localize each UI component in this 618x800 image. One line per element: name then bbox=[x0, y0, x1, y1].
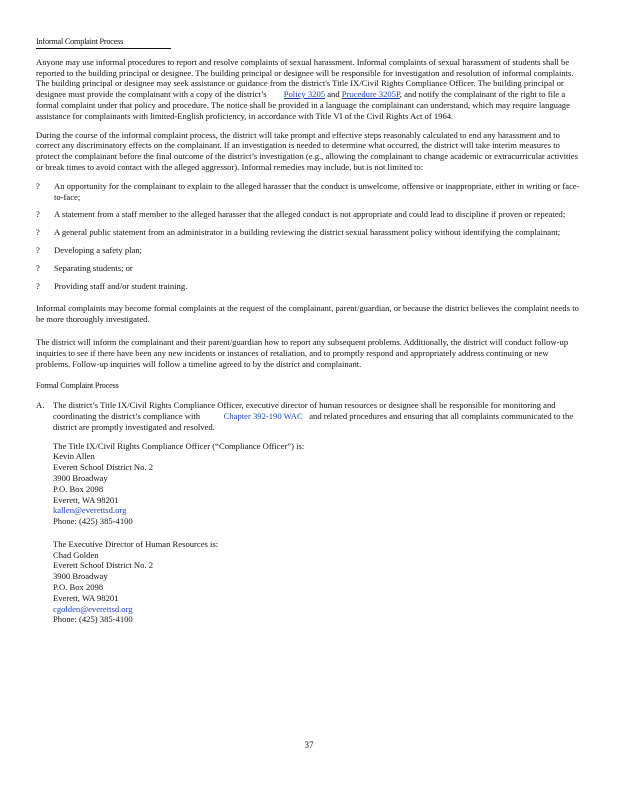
list-item: ? An opportunity for the complainant to explain to the alleged harasser that the conduct is unwelcome, offensive or inappropriate, either in writing or face-to-face; bbox=[36, 180, 580, 202]
informal-remedies-list bbox=[36, 181, 584, 292]
contact-name: Chad Golden bbox=[53, 549, 99, 560]
document-page bbox=[36, 36, 584, 625]
item-label: A. bbox=[36, 400, 45, 411]
policy-3205-link[interactable]: Policy 3205 bbox=[283, 89, 326, 100]
informal-complaint-heading: Informal Complaint Process bbox=[36, 37, 171, 49]
compliance-officer-contact bbox=[53, 441, 584, 527]
contact-name: Kevin Allen bbox=[53, 451, 95, 462]
contact-org: Everett School District No. 2 bbox=[53, 560, 154, 571]
bullet-marker: ? bbox=[36, 244, 40, 255]
informal-paragraph-4: The district will inform the complainant and their parent/guardian how to report any subsequent problems. Additionally, the district will conduct follow-up inquiries to see if there have been any new incidents or instances of retaliation, and to promptly respond and appropriately address continuing or new problems. Follow-up inquiries will follow a timeline agreed to by the district and complainant. bbox=[36, 336, 569, 369]
contact-email-link[interactable]: cgolden@everettsd.org bbox=[53, 603, 133, 614]
list-item: ? Separating students; or bbox=[36, 262, 133, 273]
informal-p1-text-b: , and notify the complainant of the right to file a formal complaint under that policy and procedure. The notice shall be provided in a language the complainant can understand, which may require language assistance for complainants with limited-English proficiency, in accordance with Title VI of the Civil Rights Act of 1964. bbox=[36, 89, 570, 121]
informal-paragraph-2: During the course of the informal complaint process, the district will take prompt and effective steps reasonably calculated to end any harassment and to correct any discriminatory effects on the complainant. If an investigation is needed to determine what occurred, the district will take interim measures to protect the complainant before the final outcome of the district’s investigation (e.g., allowing the complainant to change academic or extracurricular activities or break times to avoid contact with the alleged aggressor). Informal remedies may include, but is not limited to: bbox=[36, 129, 578, 172]
list-item: ? A general public statement from an administrator in a building reviewing the district sexual harassment policy without identifying the complainant; bbox=[36, 227, 561, 238]
bullet-marker: ? bbox=[36, 227, 40, 238]
informal-p1-text-a: Anyone may use informal procedures to report and resolve complaints of sexual harassment. Informal complaints of sexual harassment of students shall be reported to the building principal or designee. The building principal or designee will be responsible for investigation and resolution of informal complaints. The building principal or designee may seek assistance or guidance from the district's Title IX/Civil Rights Compliance Officer. The building principal or designee must provide the complainant with a copy of the district’s bbox=[36, 56, 574, 100]
formal-complaint-heading: Formal Complaint Process bbox=[36, 381, 119, 391]
contact-email-link[interactable]: kallen@everettsd.org bbox=[53, 505, 127, 516]
bullet-marker: ? bbox=[36, 262, 40, 273]
contact-street: 3900 Broadway bbox=[53, 472, 108, 483]
item-text: The district’s Title IX/Civil Rights Compliance Officer, executive director of human resources or designee shall be responsible for monitoring and coordinating the district’s compliance with Chapter 392-190 WAC and related procedures and ensuring that all complaints communicated to the district are promptly investigated and resolved. bbox=[53, 400, 574, 432]
page-number: 37 bbox=[304, 740, 314, 750]
contact-phone: Phone: (425) 385-4100 bbox=[53, 614, 133, 625]
list-item: ? Providing staff and/or student training. bbox=[36, 280, 188, 291]
hr-director-contact bbox=[53, 539, 584, 625]
formal-item-a bbox=[36, 400, 584, 432]
contact-street: 3900 Broadway bbox=[53, 571, 108, 582]
contact-phone: Phone: (425) 385-4100 bbox=[53, 516, 133, 527]
contact-intro: The Executive Director of Human Resources is: bbox=[53, 538, 219, 549]
contact-city: Everett, WA 98201 bbox=[53, 592, 119, 603]
informal-paragraph-1 bbox=[36, 57, 584, 122]
contact-org: Everett School District No. 2 bbox=[53, 462, 154, 473]
bullet-marker: ? bbox=[36, 280, 40, 291]
contact-intro: The Title IX/Civil Rights Compliance Officer (“Compliance Officer”) is: bbox=[53, 440, 305, 451]
contact-pobox: P.O. Box 2098 bbox=[53, 582, 104, 593]
bullet-marker: ? bbox=[36, 209, 40, 220]
informal-paragraph-3: Informal complaints may become formal complaints at the request of the complainant, parent/guardian, or because the district believes the complaint needs to be more thoroughly investigated. bbox=[36, 303, 579, 325]
and-text: and bbox=[327, 89, 340, 100]
list-item: ? A statement from a staff member to the alleged harasser that the alleged conduct is not appropriate and could lead to discipline if proven or repeated; bbox=[36, 209, 566, 220]
chapter-392-190-wac-link[interactable]: Chapter 392-190 WAC bbox=[223, 410, 303, 421]
procedure-3205p-link[interactable]: Procedure 3205P bbox=[341, 89, 400, 100]
contact-pobox: P.O. Box 2098 bbox=[53, 483, 104, 494]
bullet-marker: ? bbox=[36, 180, 40, 191]
contact-city: Everett, WA 98201 bbox=[53, 494, 119, 505]
list-item: ? Developing a safety plan; bbox=[36, 244, 143, 255]
